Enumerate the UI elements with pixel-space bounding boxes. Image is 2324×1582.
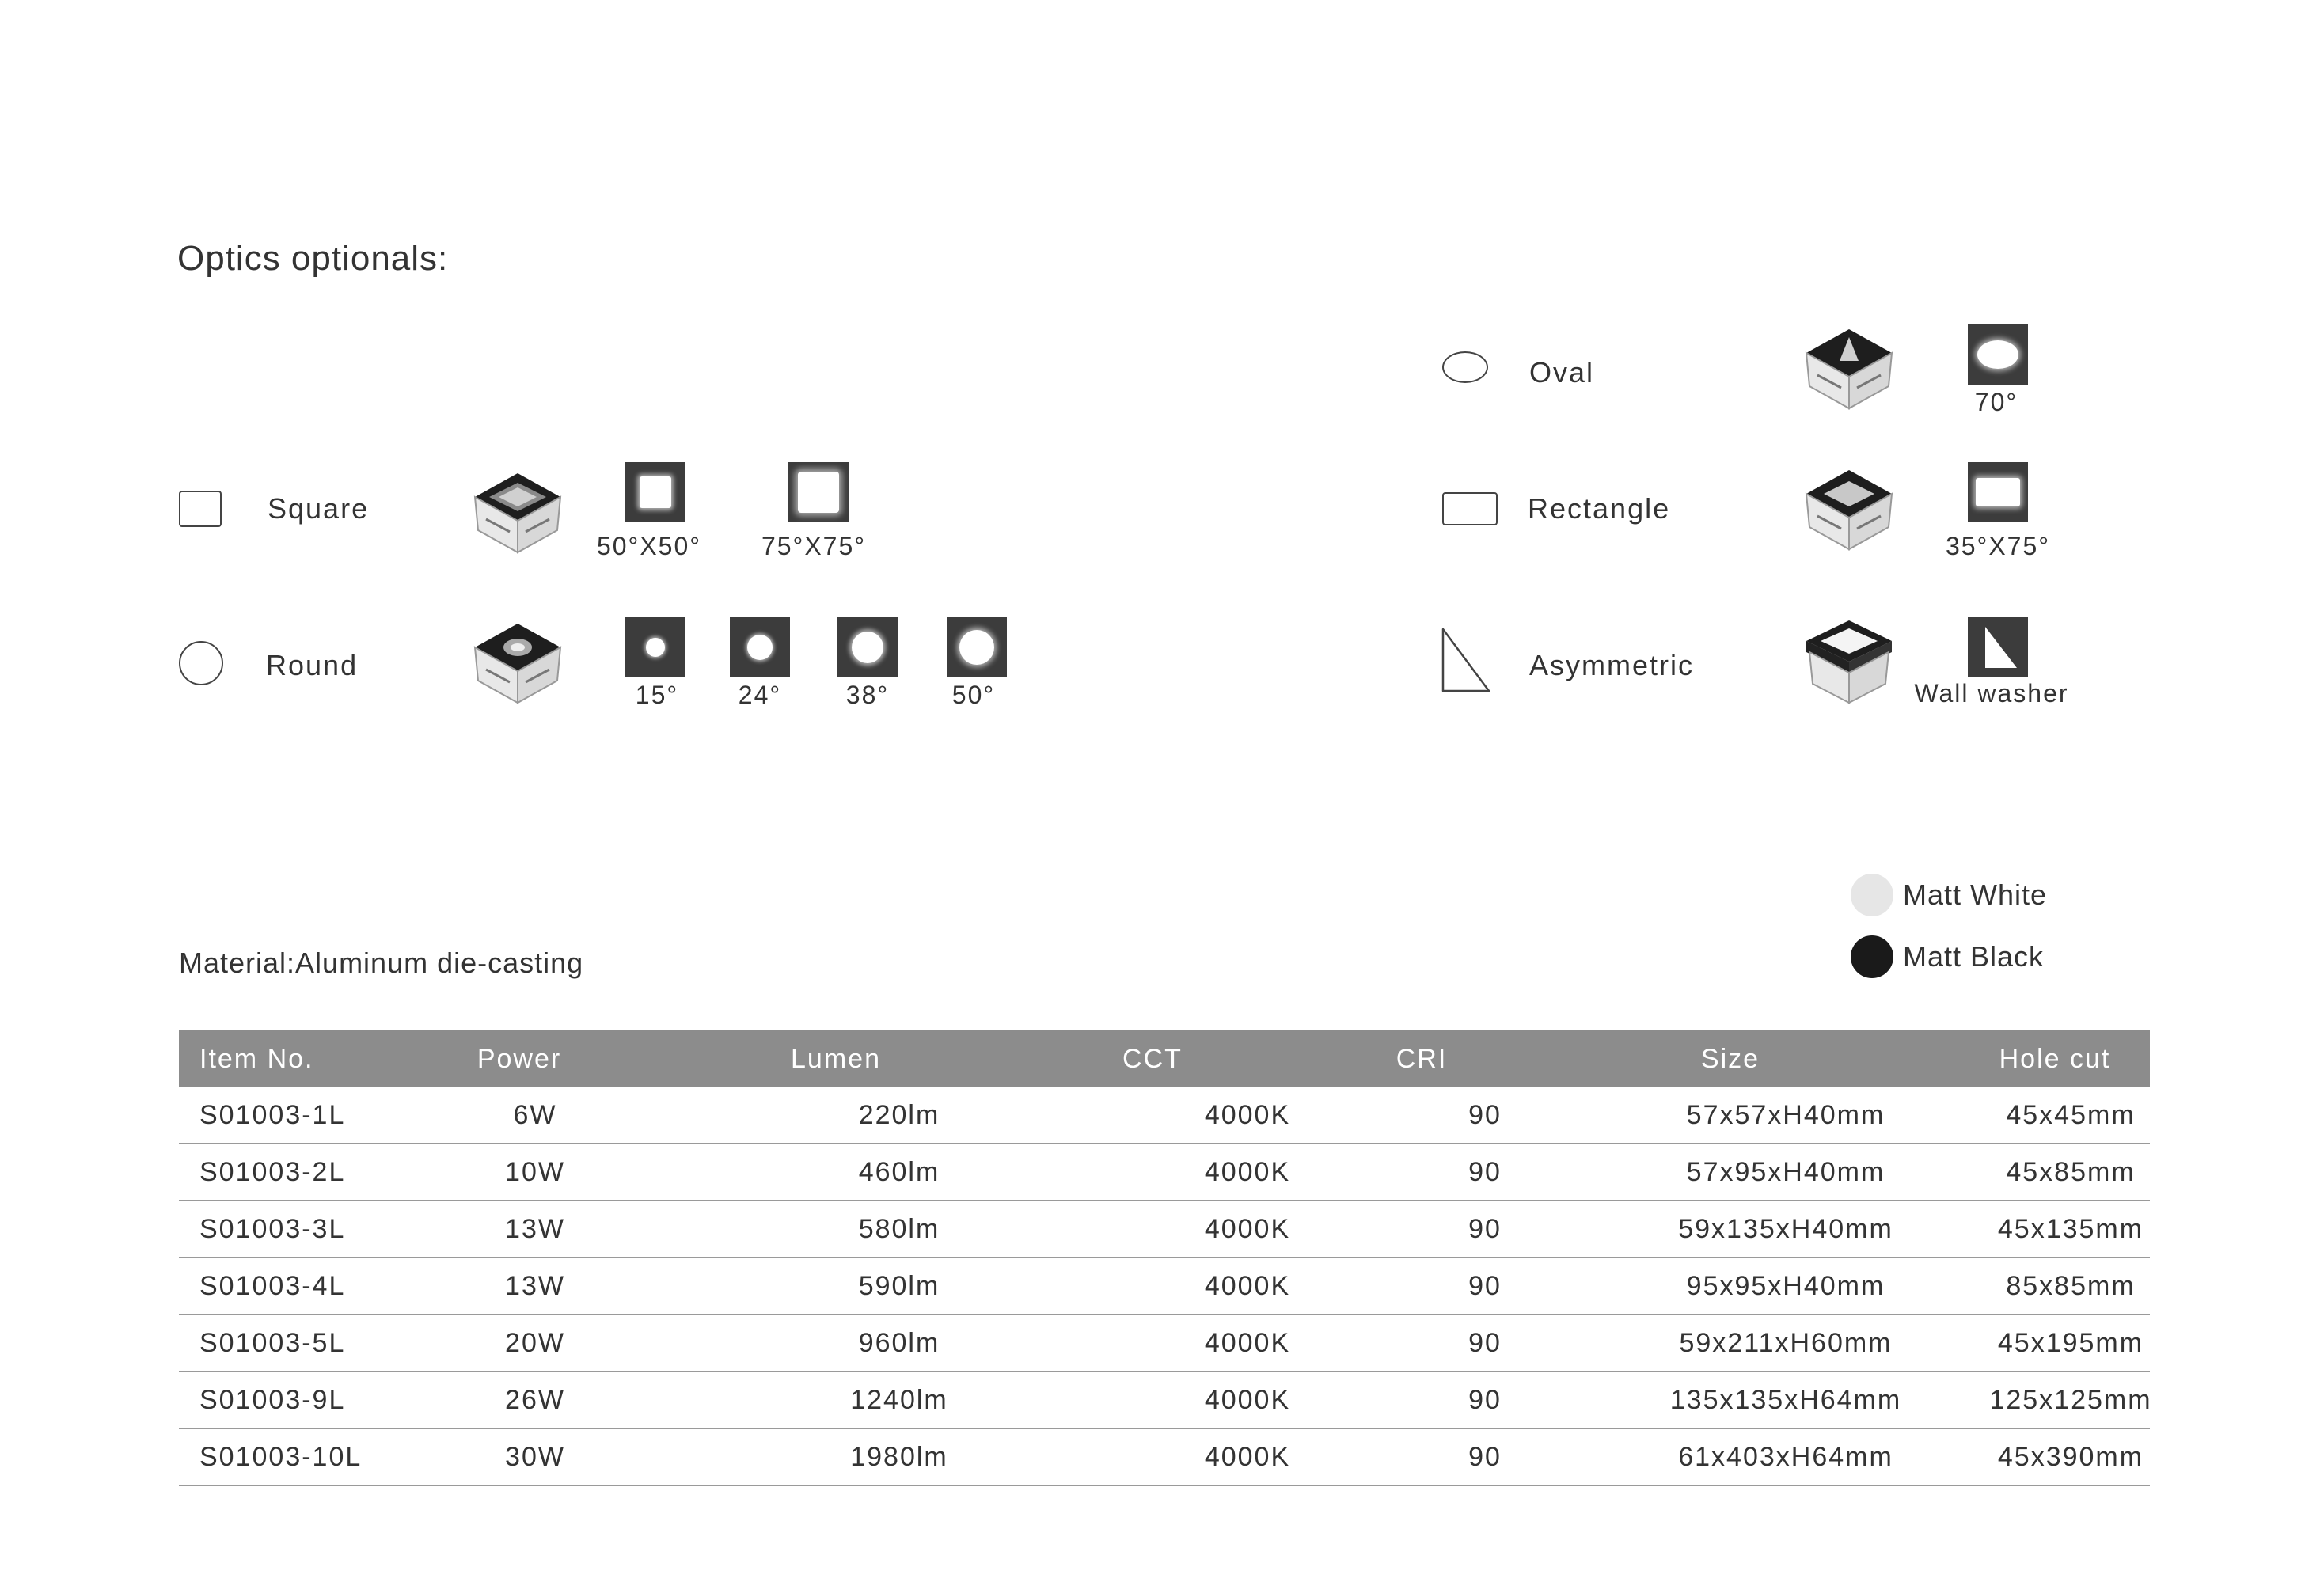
beam-75x75-caption: 75°X75° <box>761 532 867 560</box>
table-row <box>179 1087 2150 1144</box>
oval-shape-icon <box>1442 351 1488 383</box>
cell-size: 95x95xH40mm <box>1686 1270 1885 1301</box>
cell-hole-cut: 45x390mm <box>1997 1441 2144 1472</box>
beam-15-caption: 15° <box>635 681 679 709</box>
header-size: Size <box>1700 1043 1760 1074</box>
cell-cri: 90 <box>1468 1099 1502 1130</box>
beam-50-caption: 50° <box>951 681 996 709</box>
cell-item-no: S01003-4L <box>199 1270 346 1301</box>
table-row <box>179 1315 2150 1372</box>
beam-35x75-tile-icon <box>1968 462 2028 522</box>
beam-38-tile-icon <box>837 617 898 677</box>
beam-50-tile-icon <box>947 617 1007 677</box>
cell-item-no: S01003-10L <box>199 1441 363 1472</box>
cell-cct: 4000K <box>1204 1327 1291 1358</box>
header-item-no: Item No. <box>199 1043 314 1074</box>
round-label: Round <box>266 649 359 681</box>
cell-power: 13W <box>505 1213 565 1244</box>
cell-cct: 4000K <box>1204 1099 1291 1130</box>
beam-24-caption: 24° <box>738 681 782 709</box>
beam-50x50-tile-icon <box>625 462 685 522</box>
cell-cri: 90 <box>1468 1213 1502 1244</box>
square-lens-module-icon <box>470 470 565 556</box>
material-text: Material:Aluminum die-casting <box>179 947 584 979</box>
cell-lumen: 220lm <box>858 1099 940 1130</box>
cell-power: 20W <box>505 1327 565 1358</box>
table-row <box>179 1201 2150 1258</box>
cell-power: 26W <box>505 1384 565 1415</box>
round-lens-module-icon <box>470 620 565 706</box>
spec-table <box>179 1030 2150 1486</box>
cell-size: 59x135xH40mm <box>1678 1213 1893 1244</box>
cell-item-no: S01003-5L <box>199 1327 346 1358</box>
table-header-row <box>179 1030 2150 1087</box>
matt-white-swatch <box>1851 874 1893 916</box>
header-hole-cut: Hole cut <box>1999 1043 2111 1074</box>
cell-cct: 4000K <box>1204 1384 1291 1415</box>
cell-cri: 90 <box>1468 1270 1502 1301</box>
rectangle-lens-module-icon <box>1802 467 1897 552</box>
header-lumen: Lumen <box>791 1043 881 1074</box>
cell-size: 135x135xH64mm <box>1669 1384 1902 1415</box>
beam-70-tile-icon <box>1968 324 2028 385</box>
beam-35x75-caption: 35°X75° <box>1945 532 2051 560</box>
header-power: Power <box>477 1043 562 1074</box>
cell-lumen: 580lm <box>858 1213 940 1244</box>
header-cct: CCT <box>1122 1043 1183 1074</box>
cell-cct: 4000K <box>1204 1156 1291 1187</box>
cell-size: 57x57xH40mm <box>1686 1099 1885 1130</box>
cell-size: 61x403xH64mm <box>1678 1441 1893 1472</box>
cell-cri: 90 <box>1468 1156 1502 1187</box>
cell-cct: 4000K <box>1204 1441 1291 1472</box>
cell-lumen: 590lm <box>858 1270 940 1301</box>
rectangle-label: Rectangle <box>1528 492 1671 525</box>
cell-power: 10W <box>505 1156 565 1187</box>
round-shape-icon <box>179 641 223 685</box>
cell-item-no: S01003-1L <box>199 1099 346 1130</box>
cell-cri: 90 <box>1468 1384 1502 1415</box>
asymmetric-label: Asymmetric <box>1529 649 1694 681</box>
cell-hole-cut: 45x135mm <box>1997 1213 2144 1244</box>
beam-24-tile-icon <box>730 617 790 677</box>
cell-cct: 4000K <box>1204 1213 1291 1244</box>
table-row <box>179 1372 2150 1429</box>
cell-cri: 90 <box>1468 1327 1502 1358</box>
square-shape-icon <box>179 491 222 527</box>
cell-hole-cut: 45x85mm <box>2006 1156 2136 1187</box>
table-row <box>179 1429 2150 1486</box>
cell-item-no: S01003-2L <box>199 1156 346 1187</box>
cell-lumen: 460lm <box>858 1156 940 1187</box>
cell-lumen: 960lm <box>858 1327 940 1358</box>
oval-label: Oval <box>1529 356 1595 389</box>
cell-power: 30W <box>505 1441 565 1472</box>
header-cri: CRI <box>1396 1043 1448 1074</box>
table-row <box>179 1258 2150 1315</box>
cell-size: 59x211xH60mm <box>1679 1327 1893 1358</box>
cell-lumen: 1980lm <box>850 1441 948 1472</box>
cell-cri: 90 <box>1468 1441 1502 1472</box>
cell-lumen: 1240lm <box>850 1384 948 1415</box>
wall-washer-tile-icon <box>1968 617 2028 677</box>
matt-black-swatch <box>1851 935 1893 978</box>
beam-70-caption: 70° <box>1974 388 2018 416</box>
table-row <box>179 1144 2150 1201</box>
beam-50x50-caption: 50°X50° <box>596 532 702 560</box>
cell-item-no: S01003-9L <box>199 1384 346 1415</box>
beam-15-tile-icon <box>625 617 685 677</box>
wall-washer-caption: Wall washer <box>1914 679 2069 708</box>
asymmetric-lens-module-icon <box>1802 617 1897 706</box>
rectangle-shape-icon <box>1442 492 1498 525</box>
oval-lens-module-icon <box>1802 326 1897 412</box>
asymmetric-shape-icon <box>1441 627 1491 697</box>
beam-38-caption: 38° <box>845 681 890 709</box>
cell-size: 57x95xH40mm <box>1686 1156 1885 1187</box>
cell-power: 13W <box>505 1270 565 1301</box>
cell-hole-cut: 85x85mm <box>2006 1270 2136 1301</box>
cell-item-no: S01003-3L <box>199 1213 346 1244</box>
cell-power: 6W <box>513 1099 557 1130</box>
cell-hole-cut: 125x125mm <box>1989 1384 2152 1415</box>
cell-hole-cut: 45x195mm <box>1997 1327 2144 1358</box>
matt-black-label: Matt Black <box>1903 940 2045 973</box>
square-label: Square <box>268 492 370 525</box>
cell-hole-cut: 45x45mm <box>2006 1099 2136 1130</box>
page-title: Optics optionals: <box>177 239 449 278</box>
beam-75x75-tile-icon <box>788 462 849 522</box>
cell-cct: 4000K <box>1204 1270 1291 1301</box>
matt-white-label: Matt White <box>1903 878 2048 911</box>
